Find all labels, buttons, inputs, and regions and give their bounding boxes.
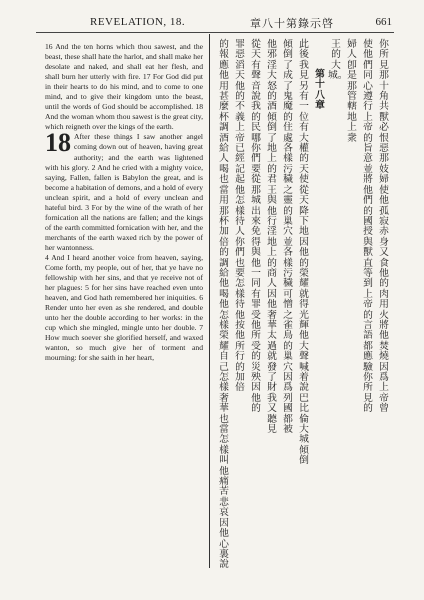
chinese-column: 使他們同心遵行上帝的旨意並將他們的國授與獸直等到上帝的言語都應驗你所見的 — [363, 39, 373, 415]
page-number: 661 — [375, 16, 392, 28]
chinese-column: 你所見那十角共獸必恨惡那妓婦使他孤寂赤身又食他的肉用火將他焚燒因爲上帝曾 — [379, 39, 389, 415]
chinese-chapter-heading: 第十八章 — [315, 69, 325, 112]
chapter-drop-number: 18 — [45, 128, 71, 158]
english-text — [45, 42, 203, 364]
chinese-column: 傾倒了成了鬼魔的住處各樣污穢之靈的巢穴並各樣污穢可憎之雀鳥的巢穴因爲列國都被 — [283, 39, 293, 436]
running-head-english: REVELATION, 18. — [90, 16, 186, 28]
english-paragraph-2-text: After these things I saw another angel coming down out of heaven, having great authority; and the earth was lightened with his glory. 2 And he cried with a mighty voice, saying, Fallen, fallen is Babylon the great, and is become a habitation of demons, and a hold of every unclean spirit, and a hold of every unclean and hateful bird. 3 For by the wine of the wrath of her fornication all the nations are fallen; and the kings of the earth committed fornication with her, and the merchants of the earth waxed rich by the power of her wantonness. — [45, 132, 203, 252]
chinese-text — [216, 39, 392, 571]
english-paragraph-3: 4 And I heard another voice from heaven, saying, Come forth, my people, out of her, that ye have no fellowship with her sins, and that ye receive not of her plagues: 5 for her sins have reached even unto heaven, and God hath remembered her iniquities. 6 Render unto her even as she rendered, and double unto her the double according to her works: in the cup which she mingled, mingle unto her double. 7 How much soever she glorified herself, and waxed wanton, so much give her of torment and mourning: for she saith in her heart, — [45, 252, 203, 363]
chinese-column: 婦人卽是那管轄地上衆 — [347, 39, 357, 144]
chinese-column: 王的大城。 — [328, 39, 348, 82]
page-header — [36, 14, 394, 33]
chinese-column: 他邪淫大怒的酒傾倒了地上的君王與他行淫地上的商人因他奢華太過就發了財我又聽見 — [267, 39, 277, 436]
chinese-column: 從天有聲音說我的民哪你們要從那城出來免得與他一同有罪受他所受的災殃因他的 — [251, 39, 261, 415]
running-head-chinese: 章八十第錄示啓 — [250, 17, 334, 30]
chinese-column: 的報應他用甚麼杯調酒給人喝也當用那杯加倍的調給他喝他怎樣榮耀自己怎樣奢華也當怎樣叫他痛苦悲哀因他心裏說 — [219, 39, 229, 571]
english-paragraph-2 — [45, 128, 203, 253]
english-paragraph-1: 16 And the ten horns which thou sawest, and the beast, these shall hate the harlot, and shall make her desolate and naked, and shall eat her flesh, and shall burn her utterly with fire. 17 For God did put in their hearts to do his mind, and to come to one mind, and to give their kingdom unto the beast, until the words of God should be accomplished. 18 And the woman whom thou sawest is the great city, which reigneth over the kings of the earth. — [45, 42, 203, 132]
column-divider — [209, 34, 210, 568]
chinese-column: 罪惡滔天他的不義上帝已經記起他怎樣待人你們也要怎樣待他按他所行的加倍 — [235, 39, 245, 394]
chinese-column: 此後我見另有一位有大權的天使從天降下地因他的榮耀就得光輝他大聲喊着說巴比倫大城傾倒 — [299, 39, 309, 467]
